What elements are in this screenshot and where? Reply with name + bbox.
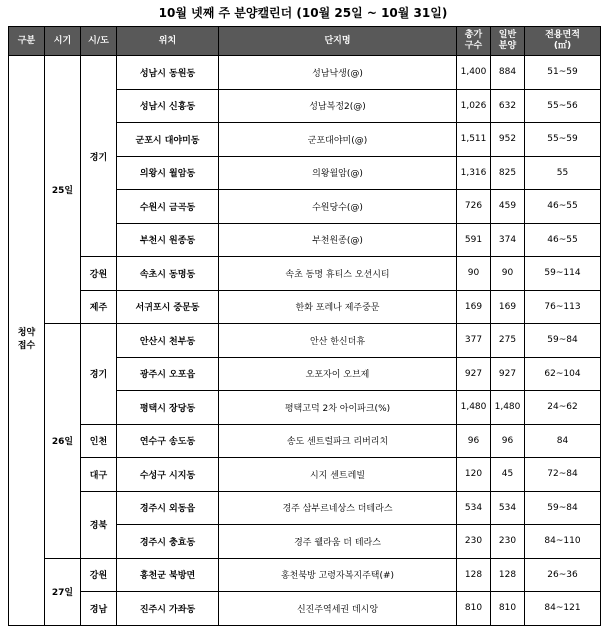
location-cell: 진주시 가좌동 [117,592,219,626]
location-cell: 경주시 외동읍 [117,491,219,525]
province-cell-gangwon: 강원 [81,257,117,291]
total-units-cell: 128 [457,558,491,592]
total-units-cell: 726 [457,190,491,224]
table-row [9,324,601,358]
complex-cell: 경주 삼부르네상스 더테라스 [219,491,457,525]
area-cell: 51~59 [525,56,601,90]
province-cell-gyeonggi: 경기 [81,56,117,257]
area-cell: 46~55 [525,190,601,224]
area-cell: 59~114 [525,257,601,291]
table-row [9,458,601,492]
sales-calendar-table [8,26,601,626]
general-sale-cell: 459 [491,190,525,224]
complex-cell: 군포대야미(@) [219,123,457,157]
general-sale-cell: 45 [491,458,525,492]
header-date: 시기 [45,27,81,56]
header-province: 시/도 [81,27,117,56]
general-sale-cell: 810 [491,592,525,626]
complex-cell: 속초 동명 휴티스 오션시티 [219,257,457,291]
total-units-cell: 169 [457,290,491,324]
province-cell-jeju: 제주 [81,290,117,324]
date-cell-27: 27일 [45,558,81,625]
category-cell: 청약접수 [9,56,45,626]
total-units-cell: 1,026 [457,89,491,123]
header-total-units: 총가 구수 [457,27,491,56]
area-cell: 76~113 [525,290,601,324]
complex-cell: 평택고덕 2차 아이파크(%) [219,391,457,425]
total-units-cell: 810 [457,592,491,626]
header-general-sale: 일반 분양 [491,27,525,56]
province-cell-gyeonggi: 경기 [81,324,117,425]
complex-cell: 한화 포레나 제주중문 [219,290,457,324]
total-units-cell: 377 [457,324,491,358]
location-cell: 의왕시 월암동 [117,156,219,190]
location-cell: 속초시 동명동 [117,257,219,291]
total-units-cell: 230 [457,525,491,559]
general-sale-cell: 1,480 [491,391,525,425]
total-units-cell: 90 [457,257,491,291]
province-cell-incheon: 인천 [81,424,117,458]
province-cell-gangwon: 강원 [81,558,117,592]
general-sale-cell: 128 [491,558,525,592]
table-header-row [9,27,601,56]
table-row [9,592,601,626]
area-cell: 59~84 [525,324,601,358]
date-cell-26: 26일 [45,324,81,559]
location-cell: 성남시 동원동 [117,56,219,90]
complex-cell: 안산 한신더휴 [219,324,457,358]
complex-cell: 경주 웰라움 더 테라스 [219,525,457,559]
location-cell: 경주시 충효동 [117,525,219,559]
general-sale-cell: 825 [491,156,525,190]
table-row [9,257,601,291]
total-units-cell: 1,480 [457,391,491,425]
complex-cell: 오포자이 오브제 [219,357,457,391]
total-units-cell: 1,511 [457,123,491,157]
total-units-cell: 1,400 [457,56,491,90]
table-row [9,290,601,324]
page-title: 10월 넷째 주 분양캘린더 (10월 25일 ~ 10월 31일) [158,6,448,20]
location-cell: 부천시 원종동 [117,223,219,257]
location-cell: 서귀포시 중문동 [117,290,219,324]
table-row [9,558,601,592]
area-cell: 55 [525,156,601,190]
total-units-cell: 534 [457,491,491,525]
total-units-cell: 120 [457,458,491,492]
table-row [9,424,601,458]
table-row [9,491,601,525]
header-category: 구분 [9,27,45,56]
location-cell: 수성구 시지동 [117,458,219,492]
location-cell: 광주시 오포읍 [117,357,219,391]
general-sale-cell: 884 [491,56,525,90]
general-sale-cell: 96 [491,424,525,458]
province-cell-gyeongbuk: 경북 [81,491,117,558]
area-cell: 72~84 [525,458,601,492]
complex-cell: 시지 센트레빌 [219,458,457,492]
header-location: 위치 [117,27,219,56]
general-sale-cell: 534 [491,491,525,525]
general-sale-cell: 169 [491,290,525,324]
general-sale-cell: 230 [491,525,525,559]
complex-cell: 부천원종(@) [219,223,457,257]
complex-cell: 성남복정2(@) [219,89,457,123]
province-cell-daegu: 대구 [81,458,117,492]
general-sale-cell: 952 [491,123,525,157]
area-cell: 62~104 [525,357,601,391]
complex-cell: 성남낙생(@) [219,56,457,90]
general-sale-cell: 275 [491,324,525,358]
area-cell: 84~121 [525,592,601,626]
date-cell-25: 25일 [45,56,81,324]
general-sale-cell: 90 [491,257,525,291]
complex-cell: 수원당수(@) [219,190,457,224]
general-sale-cell: 374 [491,223,525,257]
location-cell: 수원시 금곡동 [117,190,219,224]
location-cell: 평택시 장당동 [117,391,219,425]
complex-cell: 홍천북방 고령자복지주택(#) [219,558,457,592]
area-cell: 55~59 [525,123,601,157]
complex-cell: 의왕월암(@) [219,156,457,190]
location-cell: 안산시 천부동 [117,324,219,358]
area-cell: 55~56 [525,89,601,123]
general-sale-cell: 927 [491,357,525,391]
header-complex: 단지명 [219,27,457,56]
total-units-cell: 927 [457,357,491,391]
general-sale-cell: 632 [491,89,525,123]
header-area: 전용면적 (㎡) [525,27,601,56]
total-units-cell: 96 [457,424,491,458]
complex-cell: 송도 센트럴파크 리버리치 [219,424,457,458]
area-cell: 59~84 [525,491,601,525]
complex-cell: 신진주역세권 데시앙 [219,592,457,626]
location-cell: 홍천군 북방면 [117,558,219,592]
total-units-cell: 591 [457,223,491,257]
area-cell: 84 [525,424,601,458]
area-cell: 84~110 [525,525,601,559]
table-row [9,56,601,90]
area-cell: 24~62 [525,391,601,425]
location-cell: 성남시 신흥동 [117,89,219,123]
area-cell: 46~55 [525,223,601,257]
location-cell: 군포시 대야미동 [117,123,219,157]
province-cell-gyeongnam: 경남 [81,592,117,626]
area-cell: 26~36 [525,558,601,592]
location-cell: 연수구 송도동 [117,424,219,458]
total-units-cell: 1,316 [457,156,491,190]
